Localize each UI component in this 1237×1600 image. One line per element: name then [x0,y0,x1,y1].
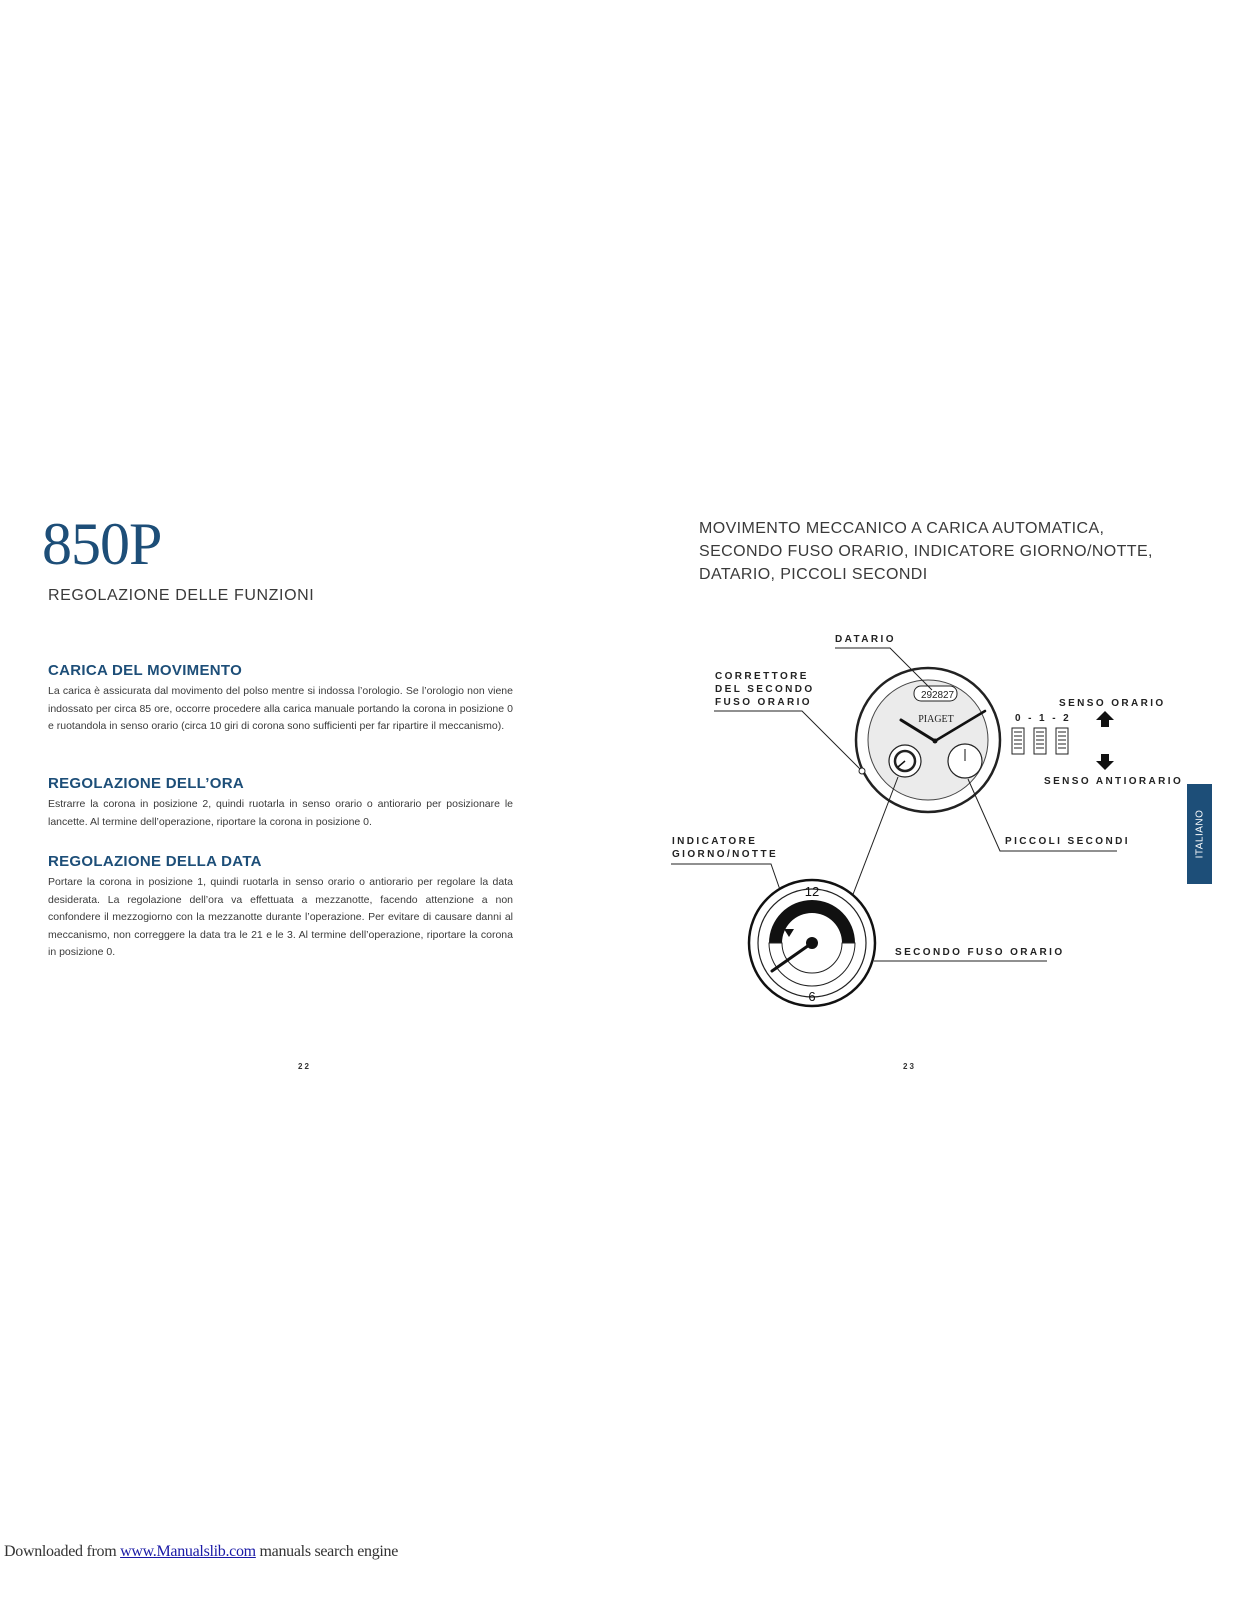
zoom-connector [852,777,898,897]
description-line: DATARIO, PICCOLI SECONDI [699,566,928,583]
subdial-12-numeral: 12 [804,884,820,899]
section-heading: REGOLAZIONE DELLA DATA [48,853,262,870]
correttore-leader [714,711,860,769]
piccoli-secondi-label: PICCOLI SECONDI [1005,836,1130,847]
arrow-up-icon [1096,711,1114,727]
manualslib-link[interactable]: www.Manualslib.com [120,1543,256,1560]
gmt-pivot [806,937,818,949]
correttore-label-line: CORRETTORE [715,671,809,682]
section-text: Portare la corona in posizione 1, quindi ruotarla in senso orario o antiorario per regolare la data desiderata. La regolazione dell’ora va effettuata a mezzanotte, facendo attenzione a non confondere il mezzogiorno con la mezzanotte durante l’operazione. Per evitare di causare danni al meccanismo, non correggere la data tra le 21 e le 3. Al termine dell’operazione, riportare la corona in posizione 0. [48,876,513,959]
date-digit: 29 [921,690,933,701]
crown-positions-label: 0 - 1 - 2 [1015,713,1072,724]
datario-label: DATARIO [835,634,896,645]
footer-suffix: manuals search engine [255,1543,399,1560]
brand-logo: PIAGET [918,714,954,725]
section-text: Estrarre la corona in posizione 2, quindi ruotarla in senso orario o antiorario per posizionare le lancette. Al termine dell’operazione, riportare la corona in posizione 0. [48,798,513,828]
date-digit: 28 [932,690,944,701]
footer-prefix: Downloaded from [4,1543,121,1560]
model-title: 850P [42,511,162,577]
indicatore-label-line: INDICATORE [672,836,758,847]
correttore-label-line: FUSO ORARIO [715,697,812,708]
hands-pivot [933,739,938,744]
indicatore-label-line: GIORNO/NOTTE [672,849,779,860]
language-tab-label: ITALIANO [1194,809,1205,859]
description-line: SECONDO FUSO ORARIO, INDICATORE GIORNO/NOTTE, [699,543,1153,560]
date-digit: 27 [943,690,955,701]
language-tab [1187,784,1212,884]
section-heading: REGOLAZIONE DELL’ORA [48,775,245,792]
subdial-6-numeral: 6 [808,989,816,1004]
page-number-right: 23 [903,1062,916,1071]
senso-orario-label: SENSO ORARIO [1059,698,1166,709]
section-text: La carica è assicurata dal movimento del polso mentre si indossa l’orologio. Se l’orologio non viene indossato per circa 85 ore, occorre procedere alla carica manuale portando la corona in posizione 0 e ruotandola in senso orario (circa 10 giri di corona sono sufficienti per far ripartire il meccanismo). [48,685,513,733]
arrow-down-icon [1096,754,1114,770]
description-line: MOVIMENTO MECCANICO A CARICA AUTOMATICA, [699,520,1105,537]
download-footer [4,1543,398,1561]
page-subtitle: REGOLAZIONE DELLE FUNZIONI [48,587,315,604]
correttore-label-line: DEL SECONDO [715,684,815,695]
page-number-left: 22 [298,1062,311,1071]
senso-antiorario-label: SENSO ANTIORARIO [1044,776,1184,787]
secondo-fuso-label: SECONDO FUSO ORARIO [895,947,1065,958]
crown-illustrations [1012,728,1068,754]
section-heading: CARICA DEL MOVIMENTO [48,662,243,679]
